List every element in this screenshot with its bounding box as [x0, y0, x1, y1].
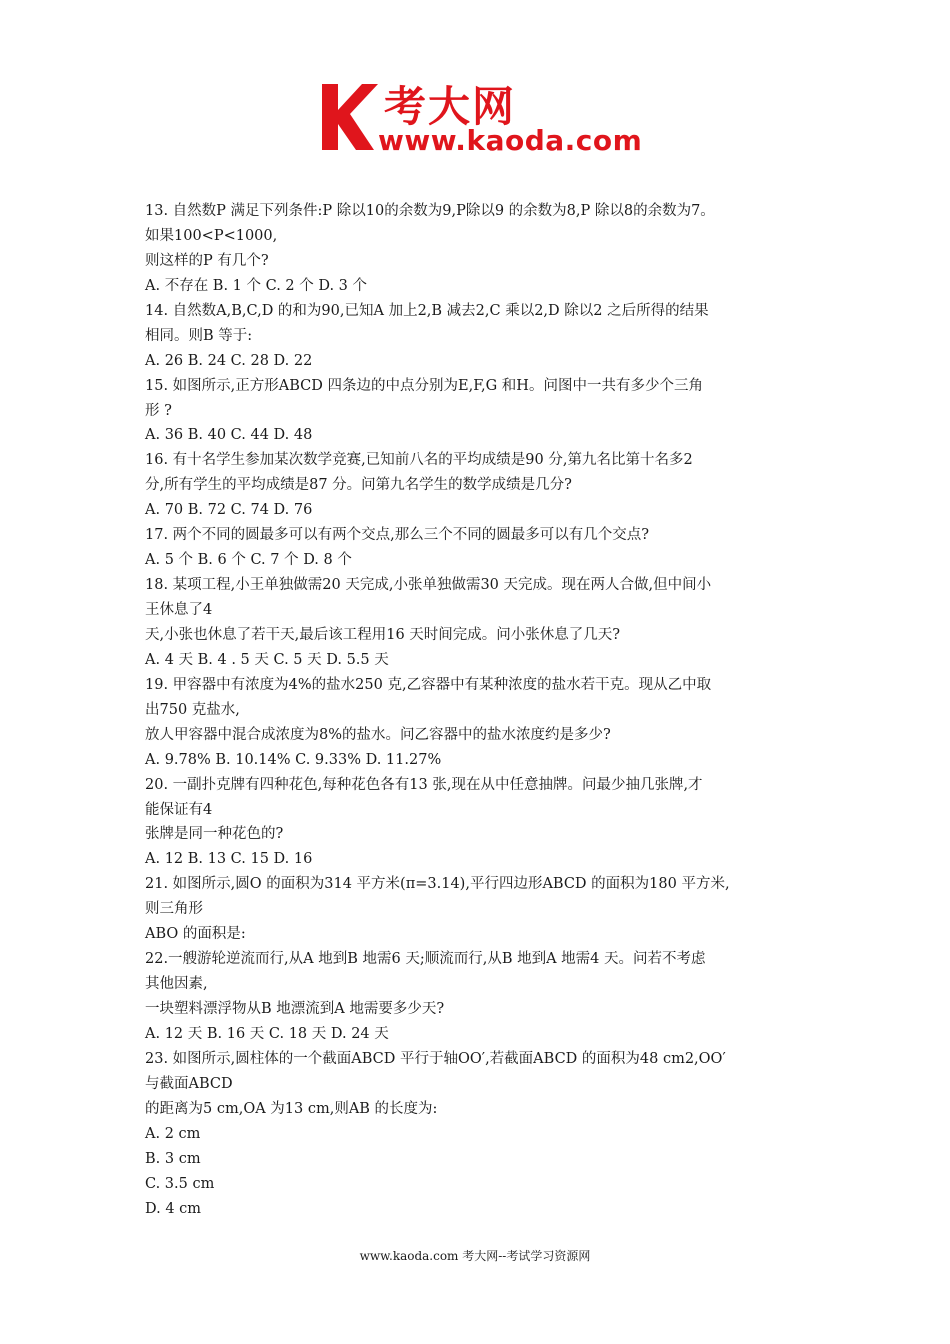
text-line: 23. 如图所示,圆柱体的一个截面ABCD 平行于轴OO′,若截面ABCD 的面积为48 cm2,OO′: [145, 1050, 726, 1067]
text-line: 张牌是同一种花色的?: [145, 826, 284, 843]
text-line: 19. 甲容器中有浓度为4%的盐水250 克,乙容器中有某种浓度的盐水若干克。现从乙中取: [145, 676, 712, 693]
text-line: 的距离为5 cm,OA 为13 cm,则AB 的长度为:: [145, 1100, 438, 1117]
text-line: 14. 自然数A,B,C,D 的和为90,已知A 加上2,B 减去2,C 乘以2,D 除以2 之后所得的结果: [145, 302, 709, 319]
text-line: 13. 自然数P 满足下列条件:P 除以10的余数为9,P除以9 的余数为8,P 除以8的余数为7。: [145, 203, 715, 219]
page-footer: www.kaoda.com 考大网--考试学习资源网: [359, 1249, 591, 1263]
text-line: 与截面ABCD: [145, 1075, 233, 1092]
text-line: 17. 两个不同的圆最多可以有两个交点,那么三个不同的圆最多可以有几个交点?: [145, 527, 650, 544]
text-line: A. 2 cm: [145, 1125, 201, 1142]
text-line: A. 36 B. 40 C. 44 D. 48: [145, 427, 313, 444]
text-line: 能保证有4: [145, 801, 213, 818]
logo-title: 考大网: [384, 82, 517, 131]
text-line: A. 12 天 B. 16 天 C. 18 天 D. 24 天: [145, 1025, 389, 1042]
text-line: 则三角形: [145, 901, 203, 918]
text-line: 16. 有十名学生参加某次数学竞赛,已知前八名的平均成绩是90 分,第九名比第十名多2: [145, 452, 693, 469]
text-line: 放人甲容器中混合成浓度为8%的盐水。问乙容器中的盐水浓度约是多少?: [145, 726, 611, 743]
text-line: 出750 克盐水,: [145, 701, 240, 718]
text-line: 22.一艘游轮逆流而行,从A 地到B 地需6 天;顺流而行,从B 地到A 地需4 天。问若不考虑: [145, 951, 706, 968]
text-line: 15. 如图所示,正方形ABCD 四条边的中点分别为E,F,G 和H。问图中一共有多少个三角: [145, 377, 703, 394]
text-line: 相同。则B 等于:: [145, 327, 253, 344]
logo-url: www.kaoda.com: [378, 124, 643, 157]
text-line: B. 3 cm: [145, 1150, 201, 1167]
text-line: A. 12 B. 13 C. 15 D. 16: [145, 851, 313, 868]
text-line: A. 不存在 B. 1 个 C. 2 个 D. 3 个: [145, 277, 368, 294]
text-line: 21. 如图所示,圆O 的面积为314 平方米(π=3.14),平行四边形ABCD 的面积为180 平方米,: [145, 876, 730, 893]
text-line: A. 4 天 B. 4 . 5 天 C. 5 天 D. 5.5 天: [145, 651, 389, 668]
text-line: 如果100<P<1000,: [145, 227, 278, 244]
kaoda-logo[interactable]: [318, 78, 648, 162]
text-line: A. 70 B. 72 C. 74 D. 76: [145, 502, 313, 519]
text-line: 一块塑料漂浮物从B 地漂流到A 地需要多少天?: [145, 1001, 445, 1017]
text-line: A. 5 个 B. 6 个 C. 7 个 D. 8 个: [145, 552, 352, 569]
text-line: 分,所有学生的平均成绩是87 分。问第九名学生的数学成绩是几分?: [145, 477, 572, 494]
question-content: [145, 199, 825, 1221]
text-line: 形 ?: [145, 402, 172, 419]
text-line: ABO 的面积是:: [145, 926, 246, 943]
text-line: A. 26 B. 24 C. 28 D. 22: [145, 352, 313, 369]
text-line: 则这样的P 有几个?: [145, 252, 269, 269]
text-line: 天,小张也休息了若干天,最后该工程用16 天时间完成。问小张休息了几天?: [145, 626, 621, 643]
text-line: 其他因素,: [145, 976, 208, 993]
text-line: D. 4 cm: [145, 1200, 202, 1217]
text-line: C. 3.5 cm: [145, 1175, 215, 1192]
text-line: 18. 某项工程,小王单独做需20 天完成,小张单独做需30 天完成。现在两人合做,但中间小: [145, 577, 712, 594]
k-logo-icon: [318, 80, 378, 154]
text-line: 王休息了4: [145, 602, 213, 618]
text-line: A. 9.78% B. 10.14% C. 9.33% D. 11.27%: [145, 751, 442, 768]
text-line: 20. 一副扑克牌有四种花色,每种花色各有13 张,现在从中任意抽牌。问最少抽几张牌,才: [145, 776, 703, 793]
